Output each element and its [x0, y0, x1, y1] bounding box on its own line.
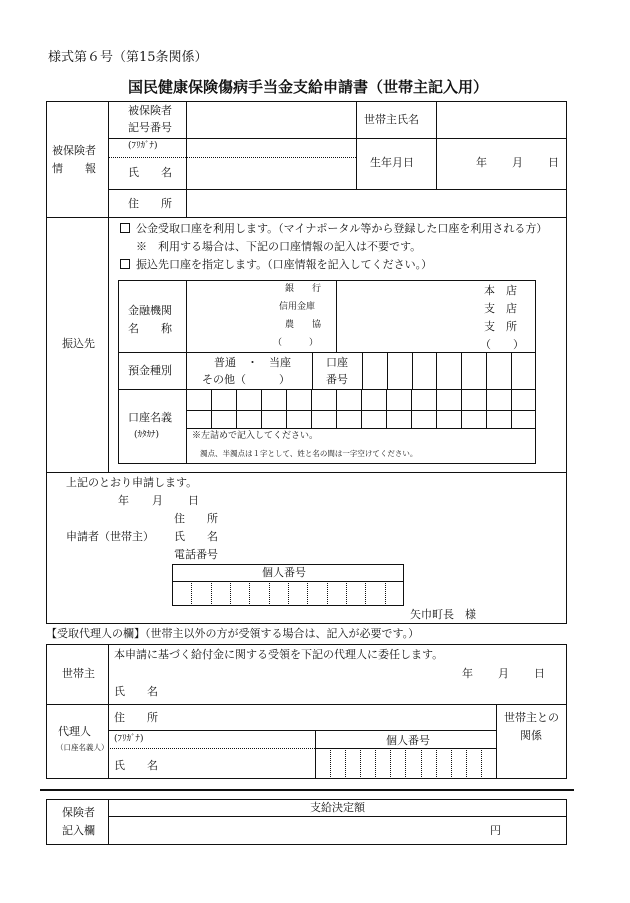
account-number-label-2: 番号: [326, 373, 348, 386]
account-number-cell[interactable]: [486, 352, 511, 389]
addressee: 矢巾町長 様: [410, 608, 476, 621]
insured-number-field[interactable]: [192, 113, 352, 131]
birth-month-unit: 月: [512, 156, 523, 169]
personal-number-cell[interactable]: [269, 581, 288, 606]
account-holder-cell[interactable]: [261, 389, 286, 428]
holder-note-2: 濁点、半濁点は１字として、姓と名の間は一字空けてください。: [200, 449, 418, 458]
deposit-other-option[interactable]: その他（ ）: [202, 373, 290, 386]
insured-number-label-2: 記号番号: [128, 121, 172, 134]
account-holder-cell[interactable]: [211, 389, 236, 428]
account-holder-cell[interactable]: [511, 389, 536, 428]
personal-number-cell[interactable]: [172, 581, 191, 606]
form-number: 様式第６号（第15条関係）: [48, 50, 208, 65]
branch-type-other: （ ）: [480, 338, 524, 351]
option-specify-account[interactable]: [120, 258, 432, 271]
agent-personal-number-cell[interactable]: [451, 748, 466, 779]
account-number-cell[interactable]: [511, 352, 536, 389]
insured-number-label: 被保険者: [128, 104, 172, 117]
personal-number-cell[interactable]: [327, 581, 346, 606]
account-holder-cell[interactable]: [361, 389, 386, 428]
applicant-phone-label: 電話番号: [174, 548, 218, 561]
householder-name-field[interactable]: [442, 113, 562, 131]
personal-number-cell[interactable]: [191, 581, 210, 606]
proxy-section-title: 【受取代理人の欄】（世帯主以外の方が受領する場合は、記入が必要です。）: [46, 627, 420, 640]
personal-number-cell[interactable]: [211, 581, 230, 606]
applicant-personal-number-label: 個人番号: [262, 566, 306, 579]
agent-furigana-label: (ﾌﾘｶﾞﾅ): [114, 734, 144, 744]
proxy-day-unit: 日: [534, 667, 545, 680]
proxy-householder-name-label: 氏 名: [114, 685, 158, 698]
relation-label: 世帯主との: [504, 711, 559, 724]
amount-label: 支給決定額: [310, 801, 365, 814]
agent-personal-number-cell[interactable]: [345, 748, 360, 779]
agent-address-label: 住 所: [114, 711, 158, 724]
personal-number-cell[interactable]: [365, 581, 384, 606]
branch-type-sub: 支 所: [484, 320, 517, 333]
bank-name-label-2: 名 称: [128, 322, 172, 335]
bank-type-nokyo: 農 協: [285, 320, 322, 330]
account-holder-cell[interactable]: [436, 389, 461, 428]
account-holder-cell[interactable]: [486, 389, 511, 428]
account-holder-cell[interactable]: [186, 389, 211, 428]
birth-day-unit: 日: [548, 156, 559, 169]
bank-type-bank: 銀 行: [285, 284, 322, 294]
page-title: 国民健康保険傷病手当金支給申請書（世帯主記入用）: [128, 78, 489, 96]
birthdate-label: 生年月日: [370, 156, 414, 169]
account-holder-cell[interactable]: [311, 389, 336, 428]
branch-type-branch: 支 店: [484, 302, 517, 315]
agent-name-label: 氏 名: [114, 759, 158, 772]
deposit-type-label: 預金種別: [128, 364, 172, 377]
application-month-unit: 月: [152, 494, 163, 507]
account-number-cell[interactable]: [362, 352, 387, 389]
office-label-2: 記入欄: [62, 824, 95, 837]
proxy-month-unit: 月: [498, 667, 509, 680]
personal-number-cell[interactable]: [385, 581, 404, 606]
bank-type-other: （ ）: [273, 338, 319, 348]
agent-personal-number-cell[interactable]: [330, 748, 345, 779]
agent-personal-number-cell[interactable]: [421, 748, 436, 779]
name-label: 氏 名: [128, 166, 172, 179]
personal-number-cell[interactable]: [249, 581, 268, 606]
account-holder-cell[interactable]: [386, 389, 411, 428]
relation-label-2: 関係: [520, 729, 542, 742]
account-number-cell[interactable]: [461, 352, 486, 389]
option-public-account[interactable]: [120, 222, 547, 235]
account-holder-cell[interactable]: [286, 389, 311, 428]
application-year-unit: 年: [118, 494, 129, 507]
account-holder-cell[interactable]: [236, 389, 261, 428]
account-holder-cell[interactable]: [336, 389, 361, 428]
agent-personal-number-cell[interactable]: [466, 748, 481, 779]
agent-personal-number-cell[interactable]: [360, 748, 375, 779]
birth-year-unit: 年: [476, 156, 487, 169]
personal-number-cell[interactable]: [230, 581, 249, 606]
agent-personal-number-cell[interactable]: [375, 748, 390, 779]
option-specify-label: 振込先口座を指定します。（口座情報を記入してください。）: [136, 258, 433, 271]
agent-personal-number-cell[interactable]: [481, 748, 496, 779]
bank-type-shinkin: 信用金庫: [279, 302, 316, 312]
personal-number-cell[interactable]: [307, 581, 326, 606]
account-number-cell[interactable]: [436, 352, 461, 389]
furigana-label: (ﾌﾘｶﾞﾅ): [128, 141, 158, 151]
option-public-label: 公金受取口座を利用します。（マイナポータル等から登録した口座を利用される方）: [136, 222, 548, 235]
checkbox-specify-account[interactable]: [120, 259, 130, 269]
branch-type-head: 本 店: [484, 284, 517, 297]
office-separator: [40, 789, 574, 791]
holder-note: ※左詰めで記入してください。: [192, 431, 319, 441]
address-label: 住 所: [128, 197, 172, 210]
delegation-text: 本申請に基づく給付金に関する受領を下記の代理人に委任します。: [114, 648, 444, 661]
applicant-address-label: 住 所: [174, 512, 218, 525]
agent-personal-number-cell[interactable]: [390, 748, 405, 779]
transfer-section-label: 振込先: [62, 337, 95, 350]
applicant-name-label: 氏 名: [174, 530, 218, 543]
account-number-label: 口座: [326, 356, 348, 369]
application-statement: 上記のとおり申請します。: [66, 476, 198, 489]
public-account-note: ※ 利用する場合は、下記の口座情報の記入は不要です。: [136, 240, 422, 253]
agent-personal-number-cell[interactable]: [405, 748, 420, 779]
deposit-options[interactable]: 普通 ・ 当座: [214, 356, 291, 369]
checkbox-public-account[interactable]: [120, 223, 130, 233]
agent-label: 代理人: [58, 725, 91, 738]
office-use-box: [46, 799, 567, 845]
account-number-cell[interactable]: [387, 352, 412, 389]
bank-name-label: 金融機関: [128, 304, 172, 317]
account-number-cell[interactable]: [412, 352, 437, 389]
agent-note: （口座名義人）: [56, 743, 109, 752]
agent-personal-number-cell[interactable]: [315, 748, 330, 779]
account-holder-label: 口座名義: [128, 411, 172, 424]
proxy-householder-label: 世帯主: [62, 667, 95, 680]
account-holder-cell[interactable]: [461, 389, 486, 428]
office-label: 保険者: [62, 806, 95, 819]
insured-section-label-2: 情 報: [52, 162, 96, 175]
applicant-label: 申請者（世帯主）: [66, 530, 154, 543]
application-day-unit: 日: [188, 494, 199, 507]
account-holder-kana-label: (ｶﾀｶﾅ): [134, 430, 160, 440]
insured-section-label: 被保険者: [52, 144, 96, 157]
agent-personal-number-label: 個人番号: [386, 734, 430, 747]
householder-name-label: 世帯主氏名: [364, 113, 419, 126]
agent-personal-number-cell[interactable]: [436, 748, 451, 779]
personal-number-cell[interactable]: [346, 581, 365, 606]
proxy-year-unit: 年: [462, 667, 473, 680]
account-holder-cell[interactable]: [411, 389, 436, 428]
personal-number-cell[interactable]: [288, 581, 307, 606]
currency-unit: 円: [490, 824, 501, 837]
